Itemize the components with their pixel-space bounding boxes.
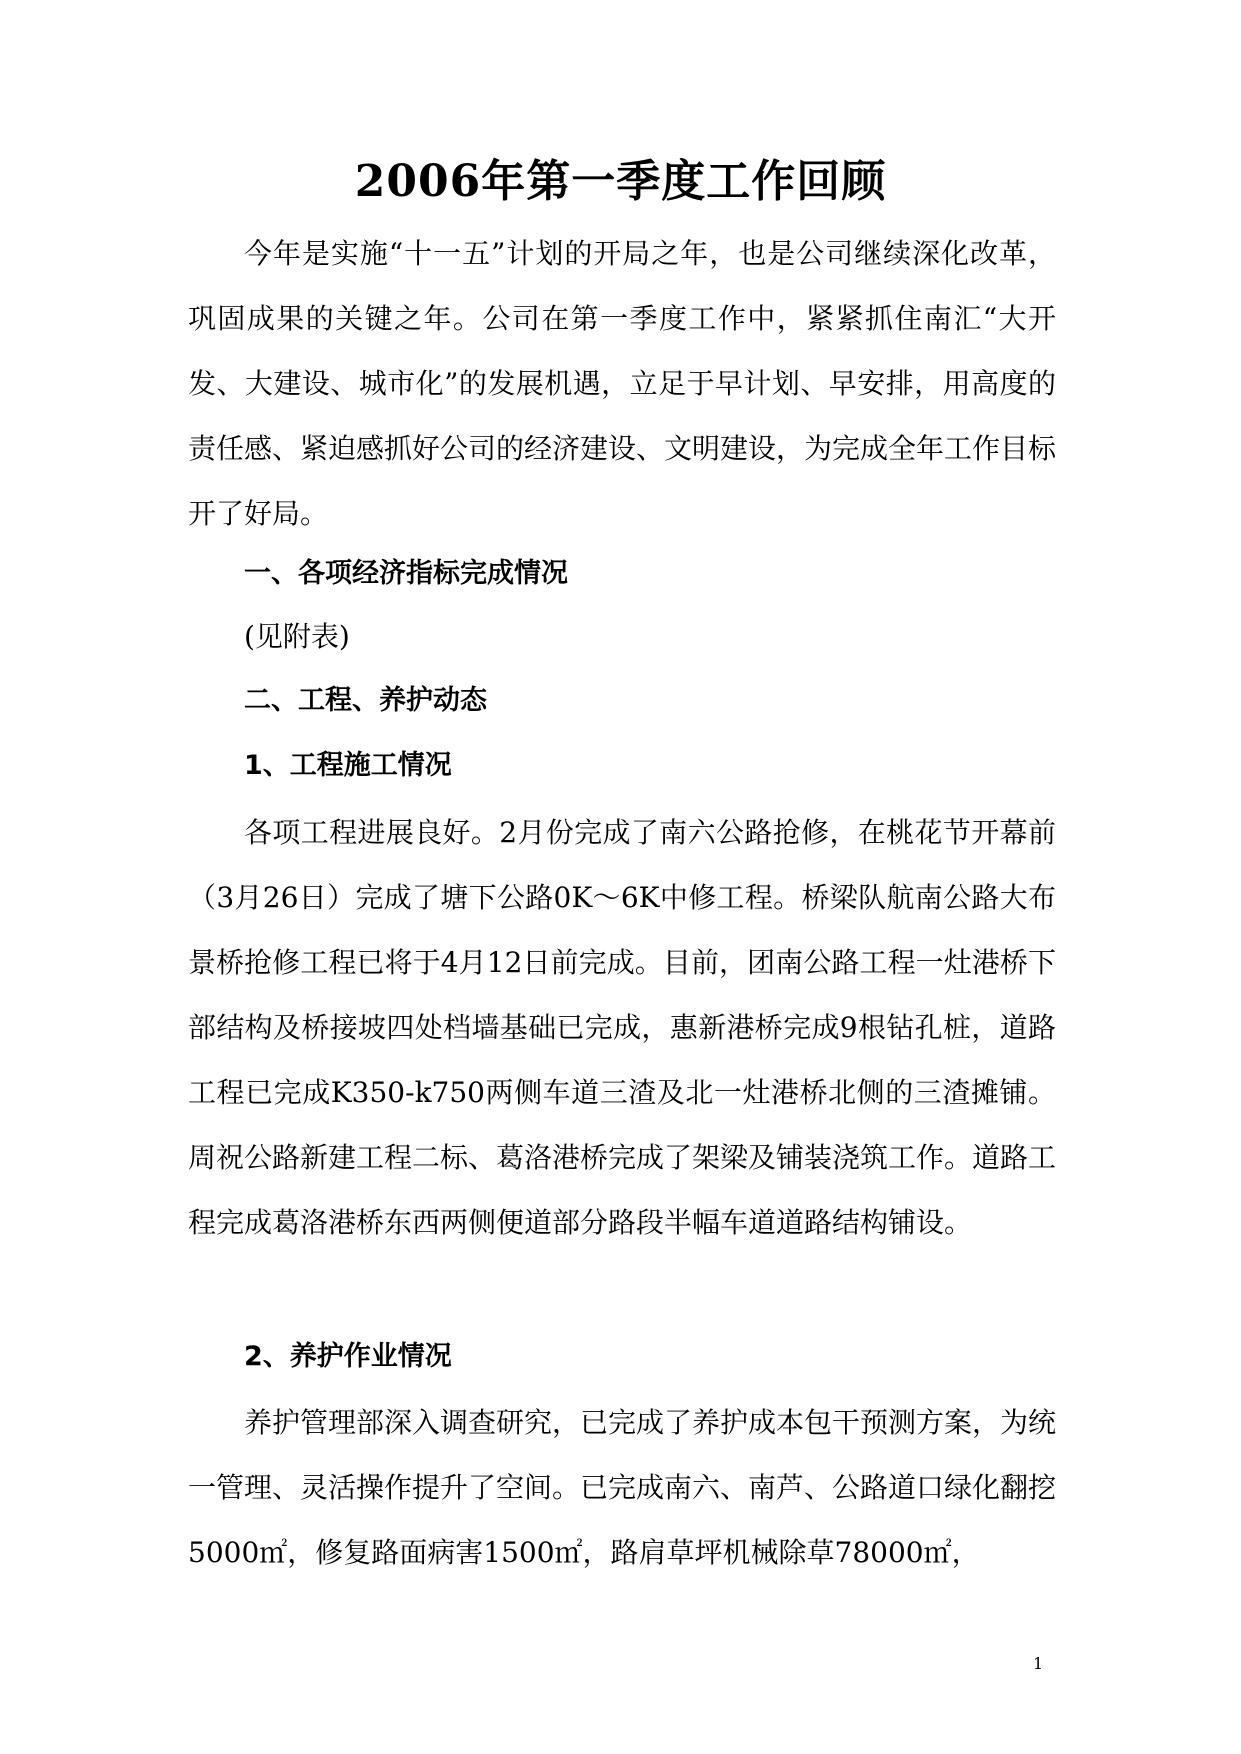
intro-paragraph: 今年是实施“十一五”计划的开局之年，也是公司继续深化改革，巩固成果的关键之年。公司在第一季度工作中，紧紧抓住南汇“大开发、大建设、城市化”的发展机遇，立足于早计划、早安排，用高度的责任感、紧迫感抓好公司的经济建设、文明建设，为完成全年工作目标开了好局。 (188, 237, 1057, 530)
page-number: 1 (1033, 1654, 1044, 1673)
appendix-note: (见附表) (244, 620, 350, 653)
section-heading-economic-indicators: 一、各项经济指标完成情况 (244, 558, 568, 589)
maintenance-paragraph: 养护管理部深入调查研究，已完成了养护成本包干预测方案，为统一管理、灵活操作提升了空间。已完成南六、南芦、公路道口绿化翻挖5000㎡，修复路面病害1500㎡，路肩草坪机械除草78000㎡， (188, 1406, 1057, 1569)
subsection-heading-maintenance: 2、养护作业情况 (244, 1341, 452, 1372)
document-title: 2006年第一季度工作回顾 (354, 156, 887, 207)
construction-paragraph: 各项工程进展良好。2月份完成了南六公路抢修，在桃花节开幕前（3月26日）完成了塘下公路0K～6K中修工程。桥梁队航南公路大布景桥抢修工程已将于4月12日前完成。目前，团南公路工程一灶港桥下部结构及桥接坡四处档墙基础已完成，惠新港桥完成9根钻孔桩，道路工程已完成K350-k750两侧车道三渣及北一灶港桥北侧的三渣摊铺。周祝公路新建工程二标、葛洛港桥完成了架梁及铺装浇筑工作。道路工程完成葛洛港桥东西两侧便道部分路段半幅车道道路结构铺设。 (188, 816, 1057, 1239)
section-heading-engineering-maintenance: 二、工程、养护动态 (244, 685, 487, 716)
subsection-heading-construction: 1、工程施工情况 (244, 750, 452, 781)
